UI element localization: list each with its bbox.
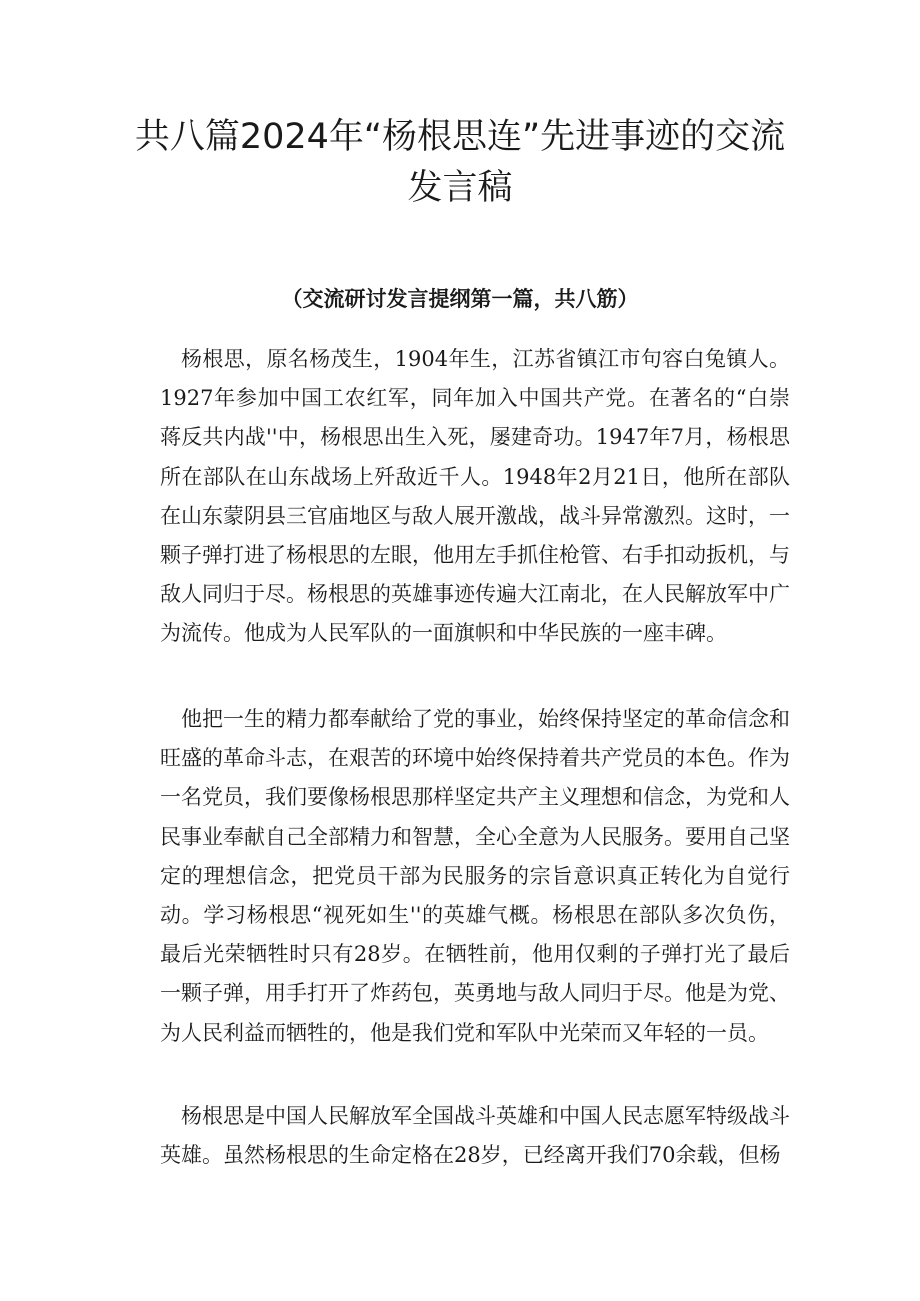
paragraph-3: 杨根思是中国人民解放军全国战斗英雄和中国人民志愿军特级战斗英雄。虽然杨根思的生命定格在28岁，已经离开我们70余载，但杨	[160, 1104, 790, 1168]
document-title: 共八篇2024年“杨根思连”先进事迹的交流发言稿	[134, 117, 786, 208]
paragraph-2: 他把一生的精力都奉献给了党的事业，始终保持坚定的革命信念和旺盛的革命斗志，在艰苦的环境中始终保持着共产党员的本色。作为一名党员，我们要像杨根思那样坚定共产主义理想和信念，为党和人民事业奉献自己全部精力和智慧，全心全意为人民服务。要用自己坚定的理想信念，把党员干部为民服务的宗旨意识真正转化为自觉行动。学习杨根思“视死如生''的英雄气概。杨根思在部队多次负伤，最后光荣牺牲时只有28岁。在牺牲前，他用仅剩的子弹打光了最后一颗子弹，用手打开了炸药包，英勇地与敌人同归于尽。他是为党、为人民利益而牺牲的，他是我们党和军队中光荣而又年轻的一员。	[160, 707, 790, 1045]
paragraph-1: 杨根思，原名杨茂生，1904年生，江苏省镇江市句容白兔镇人。1927年参加中国工农红军，同年加入中国共产党。在著名的“白崇蒋反共内战''中，杨根思出生入死，屡建奇功。1947年7月，杨根思所在部队在山东战场上歼敌近千人。1948年2月21日，他所在部队在山东蒙阴县三官庙地区与敌人展开激战，战斗异常激烈。这时，一颗子弹打进了杨根思的左眼，他用左手抓住枪管、右手扣动扳机，与敌人同归于尽。杨根思的英雄事迹传遍大江南北，在人民解放军中广为流传。他成为人民军队的一面旗帜和中华民族的一座丰碑。	[160, 347, 790, 646]
document-subtitle: （交流研讨发言提纲第一篇，共八筋）	[281, 286, 639, 311]
